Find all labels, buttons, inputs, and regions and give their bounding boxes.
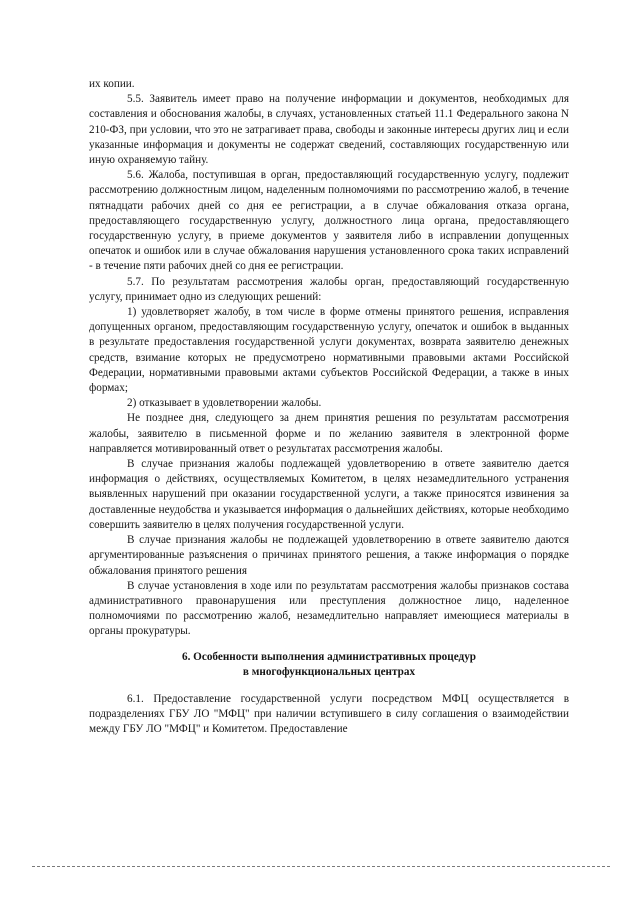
paragraph-5-5: 5.5. Заявитель имеет право на получение информации и документов, необходимых для составления и обоснования жалобы, в случаях, установленных статьей 11.1 Федерального закона N 210-ФЗ, при условии, что это не затрагивает права, свободы и законные интересы других лиц и если указанные информация и документы не содержат сведений, составляющих государственную или иную охраняемую тайну. xyxy=(89,93,569,167)
paragraph-continuation: их копии. xyxy=(89,78,135,90)
paragraph-complaint-rejected: В случае признания жалобы не подлежащей удовлетворению в ответе заявителю даются аргументированные разъяснения о причинах принятого решения, а также информация о порядке обжалования принятого решения xyxy=(89,534,569,577)
list-item-1: 1) удовлетворяет жалобу, в том числе в форме отмены принятого решения, исправления допущенных органом, предоставляющим государственную услугу, опечаток и ошибок в выданных в результате предоставления государственной услуги документах, возврата заявителю денежных средств, взимание которых не предусмотрено нормативными правовыми актами Российской Федерации, нормативными правовыми актами субъектов Российской Федерации, а также в иных формах; xyxy=(89,306,569,395)
paragraph-6-1: 6.1. Предоставление государственной услуги посредством МФЦ осуществляется в подразделениях ГБУ ЛО "МФЦ" при наличии вступившего в силу соглашения о взаимодействии между ГБУ ЛО "МФЦ" и Комитетом. Предоставление xyxy=(89,692,569,735)
footer-divider xyxy=(32,866,610,867)
paragraph-prosecutor: В случае установления в ходе или по результатам рассмотрения жалобы признаков состава административного правонарушения или преступления должностное лицо, наделенное полномочиями по рассмотрению жалоб, незамедлительно направляет имеющиеся материалы в органы прокуратуры. xyxy=(89,579,569,638)
paragraph-response-deadline: Не позднее дня, следующего за днем принятия решения по результатам рассмотрения жалобы, заявителю в письменной форме и по желанию заявителя в электронной форме направляется мотивированный ответ о результатах рассмотрения жалобы. xyxy=(89,412,569,455)
section-heading-line-1: 6. Особенности выполнения административных процедур xyxy=(181,650,477,663)
section-heading-line-2: в многофункциональных центрах xyxy=(242,665,416,678)
paragraph-5-7: 5.7. По результатам рассмотрения жалобы орган, предоставляющий государственную услугу, принимает одно из следующих решений: xyxy=(89,275,569,303)
section-heading xyxy=(89,650,569,680)
list-item-2: 2) отказывает в удовлетворении жалобы. xyxy=(127,397,322,410)
paragraph-complaint-satisfied: В случае признания жалобы подлежащей удовлетворению в ответе заявителю дается информация о действиях, осуществляемых Комитетом, в целях незамедлительного устранения выявленных нарушений при оказании государственной услуги, а также приносятся извинения за доставленные неудобства и указывается информация о дальнейших действиях, которые необходимо совершить заявителю в целях получения государственной услуги. xyxy=(89,458,569,531)
paragraph-5-6: 5.6. Жалоба, поступившая в орган, предоставляющий государственную услугу, подлежит рассмотрению должностным лицом, наделенным полномочиями по рассмотрению жалоб, в течение пятнадцати рабочих дней со дня ее регистрации, а в случае обжалования отказа органа, предоставляющего государственную услугу, должностного лица органа, предоставляющего государственную услугу, в приеме документов у заявителя либо в исправлении допущенных опечаток и ошибок или в случае обжалования нарушения установленного срока таких исправлений - в течение пяти рабочих дней со дня ее регистрации. xyxy=(89,169,569,273)
document-body xyxy=(89,77,569,737)
